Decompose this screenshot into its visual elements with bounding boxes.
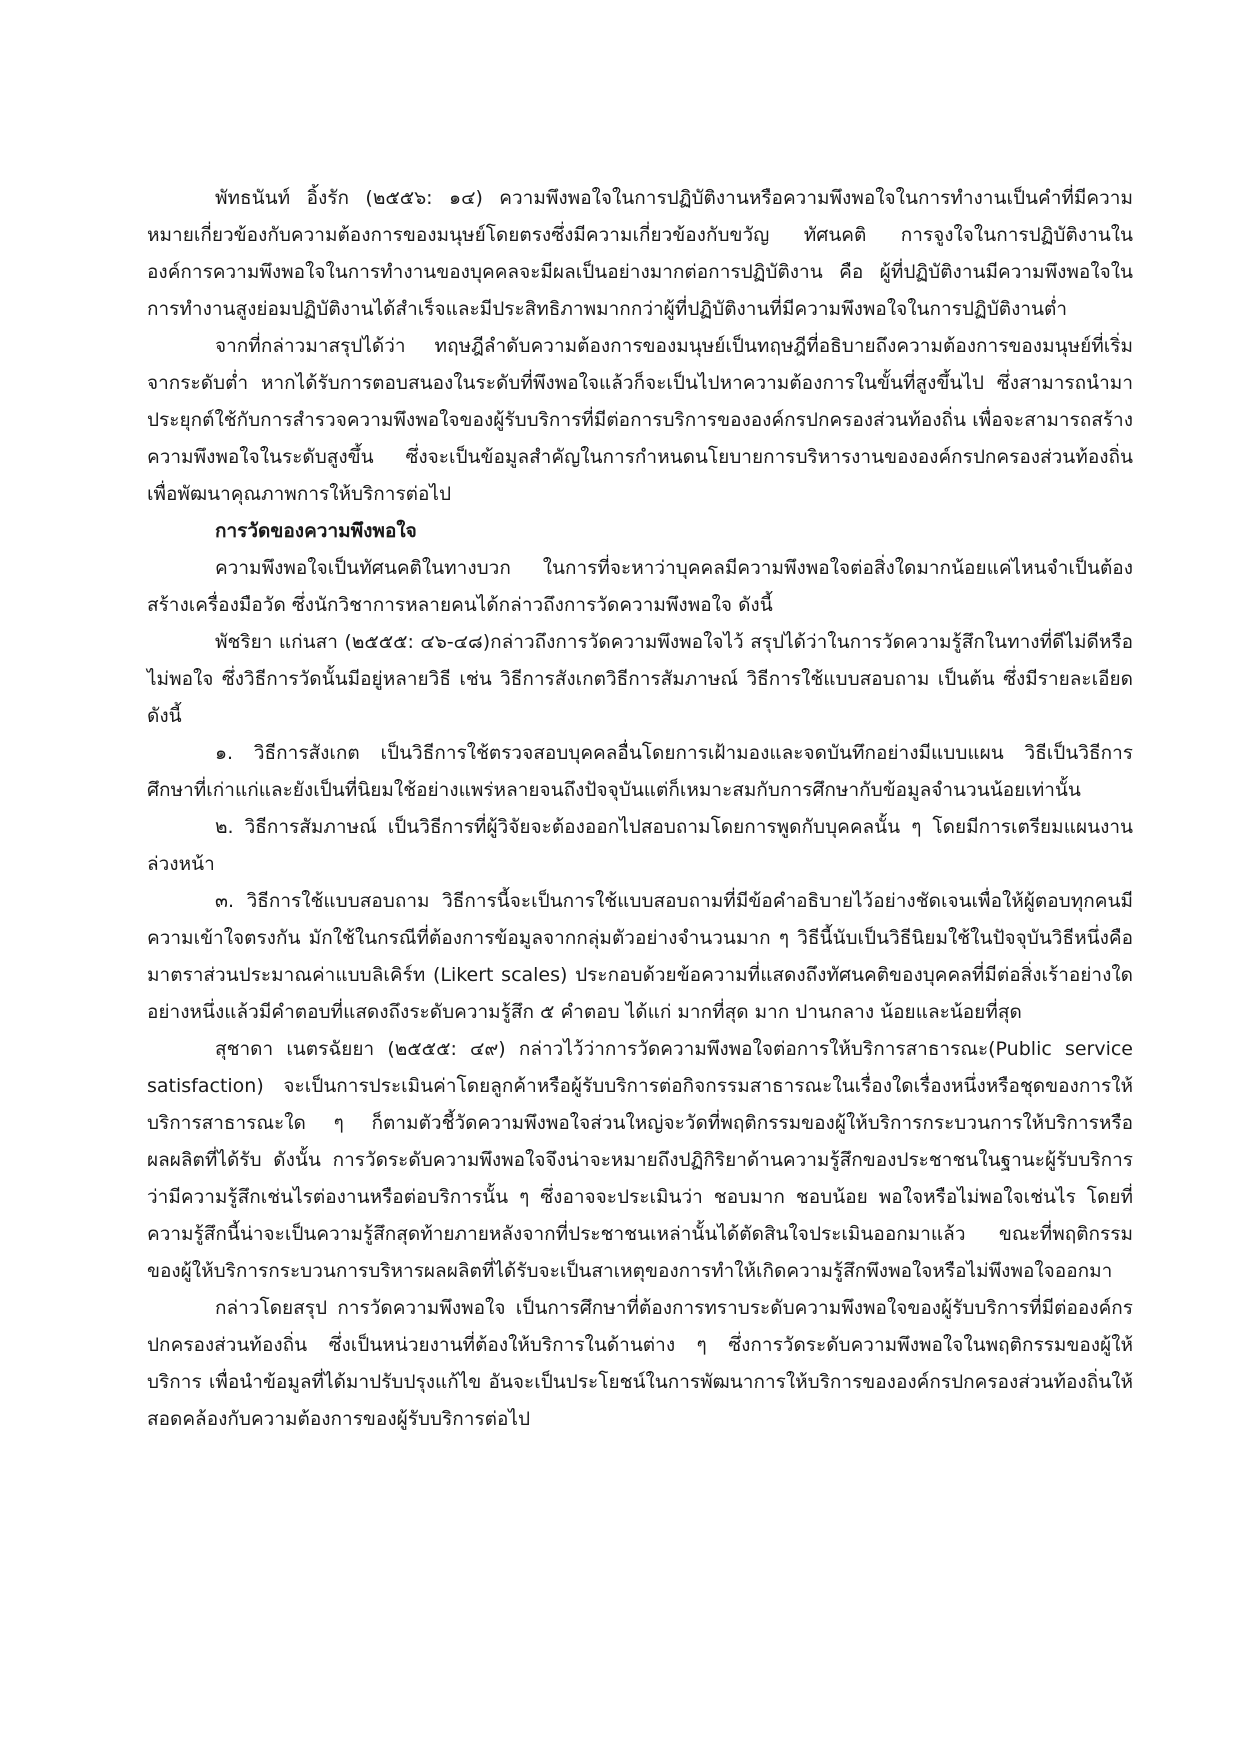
paragraph-public-service-satisfaction: สุชาดา เนตรฉัยยา (๒๕๕๕: ๔๙) กล่าวไว้ว่าการวัดความพึงพอใจต่อการให้บริการสาธารณะ(Public service satisfaction) จะเป็นการประเมินค่าโดยลูกค้าหรือผู้รับบริการต่อกิจกรรมสาธารณะในเรื่องใดเรื่องหนึ่งหรือชุดของการให้บริการสาธารณะใด ๆ ก็ตามตัวชี้วัดความพึงพอใจส่วนใหญ่จะวัดที่พฤติกรรมของผู้ให้บริการกระบวนการให้บริการหรือผลผลิตที่ได้รับ ดังนั้น การวัดระดับความพึงพอใจจึงน่าจะหมายถึงปฏิกิริยาด้านความรู้สึกของประชาชนในฐานะผู้รับบริการว่ามีความรู้สึกเช่นไรต่องานหรือต่อบริการนั้น ๆ ซึ่งอาจจะประเมินว่า ชอบมาก ชอบน้อย พอใจหรือไม่พอใจเช่นไร โดยที่ความรู้สึกนี้น่าจะเป็นความรู้สึกสุดท้ายภายหลังจากที่ประชาชนเหล่านั้นได้ตัดสินใจประเมินออกมาแล้ว ขณะที่พฤติกรรมของผู้ให้บริการกระบวนการบริหารผลผลิตที่ได้รับจะเป็นสาเหตุของการทำให้เกิดความรู้สึกพึงพอใจหรือไม่พึงพอใจออกมา xyxy=(147,1038,1133,1282)
list-item-observation: ๑. วิธีการสังเกต เป็นวิธีการใช้ตรวจสอบบุคคลอื่นโดยการเฝ้ามองและจดบันทึกอย่างมีแบบแผน วิธีเป็นวิธีการศึกษาที่เก่าแก่และยังเป็นที่นิยมใช้อย่างแพร่หลายจนถึงปัจจุบันแต่ก็เหมาะสมกับการศึกษากับข้อมูลจำนวนน้อยเท่านั้น xyxy=(147,742,1133,801)
paragraph-conclusion: กล่าวโดยสรุป การวัดความพึงพอใจ เป็นการศึกษาที่ต้องการทราบระดับความพึงพอใจของผู้รับบริการที่มีต่อองค์กรปกครองส่วนท้องถิ่น ซึ่งเป็นหน่วยงานที่ต้องให้บริการในด้านต่าง ๆ ซึ่งการวัดระดับความพึงพอใจในพฤติกรรมของผู้ให้บริการ เพื่อนำข้อมูลที่ได้มาปรับปรุงแก้ไข อันจะเป็นประโยชน์ในการพัฒนาการให้บริการขององค์กรปกครองส่วนท้องถิ่นให้สอดคล้องกับความต้องการของผู้รับบริการต่อไป xyxy=(147,1297,1133,1430)
list-item-interview: ๒. วิธีการสัมภาษณ์ เป็นวิธีการที่ผู้วิจัยจะต้องออกไปสอบถามโดยการพูดกับบุคคลนั้น ๆ โดยมีการเตรียมแผนงานล่วงหน้า xyxy=(147,816,1133,875)
paragraph-needs-theory-summary: จากที่กล่าวมาสรุปได้ว่า ทฤษฎีลำดับความต้องการของมนุษย์เป็นทฤษฎีที่อธิบายถึงความต้องการของมนุษย์ที่เริ่มจากระดับต่ำ หากได้รับการตอบสนองในระดับที่พึงพอใจแล้วก็จะเป็นไปหาความต้องการในขั้นที่สูงขึ้นไป ซึ่งสามารถนำมาประยุกต์ใช้กับการสำรวจความพึงพอใจของผู้รับบริการที่มีต่อการบริการขององค์กรปกครองส่วนท้องถิ่น เพื่อจะสามารถสร้างความพึงพอใจในระดับสูงขึ้น ซึ่งจะเป็นข้อมูลสำคัญในการกำหนดนโยบายการบริหารงานขององค์กรปกครองส่วนท้องถิ่นเพื่อพัฒนาคุณภาพการให้บริการต่อไป xyxy=(147,335,1133,505)
list-item-questionnaire: ๓. วิธีการใช้แบบสอบถาม วิธีการนี้จะเป็นการใช้แบบสอบถามที่มีข้อคำอธิบายไว้อย่างชัดเจนเพื่อให้ผู้ตอบทุกคนมีความเข้าใจตรงกัน มักใช้ในกรณีที่ต้องการข้อมูลจากกลุ่มตัวอย่างจำนวนมาก ๆ วิธีนี้นับเป็นวิธีนิยมใช้ในปัจจุบันวิธีหนึ่งคือ มาตราส่วนประมาณค่าแบบลิเคิร์ท (Likert scales) ประกอบด้วยข้อความที่แสดงถึงทัศนคติของบุคคลที่มีต่อสิ่งเร้าอย่างใดอย่างหนึ่งแล้วมีคำตอบที่แสดงถึงระดับความรู้สึก ๕ คำตอบ ได้แก่ มากที่สุด มาก ปานกลาง น้อยและน้อยที่สุด xyxy=(147,890,1133,1023)
section-heading: การวัดของความพึงพอใจ xyxy=(215,520,417,542)
paragraph-positive-attitude: ความพึงพอใจเป็นทัศนคติในทางบวก ในการที่จะหาว่าบุคคลมีความพึงพอใจต่อสิ่งใดมากน้อยแค่ไหนจำเป็นต้องสร้างเครื่องมือวัด ซึ่งนักวิชาการหลายคนได้กล่าวถึงการวัดความพึงพอใจ ดังนี้ xyxy=(147,557,1133,616)
paragraph-satisfaction-definition: พัทธนันท์ อิ้งรัก (๒๕๕๖: ๑๔) ความพึงพอใจในการปฏิบัติงานหรือความพึงพอใจในการทำงานเป็นคำที่มีความหมายเกี่ยวข้องกับความต้องการของมนุษย์โดยตรงซึ่งมีความเกี่ยวข้องกับขวัญ ทัศนคติ การจูงใจในการปฏิบัติงานในองค์การความพึงพอใจในการทำงานของบุคคลจะมีผลเป็นอย่างมากต่อการปฏิบัติงาน คือ ผู้ที่ปฏิบัติงานมีความพึงพอใจในการทำงานสูงย่อมปฏิบัติงานได้สำเร็จและมีประสิทธิภาพมากกว่าผู้ที่ปฏิบัติงานที่มีความพึงพอใจในการปฏิบัติงานต่ำ xyxy=(147,187,1133,320)
paragraph-measurement-methods: พัชริยา แก่นสา (๒๕๕๕: ๔๖-๔๘)กล่าวถึงการวัดความพึงพอใจไว้ สรุปได้ว่าในการวัดความรู้สึกในทางที่ดีไม่ดีหรือไม่พอใจ ซึ่งวิธีการวัดนั้นมีอยู่หลายวิธี เช่น วิธีการสังเกตวิธีการสัมภาษณ์ วิธีการใช้แบบสอบถาม เป็นต้น ซึ่งมีรายละเอียด ดังนี้ xyxy=(147,631,1133,727)
document-page xyxy=(147,180,1133,1438)
